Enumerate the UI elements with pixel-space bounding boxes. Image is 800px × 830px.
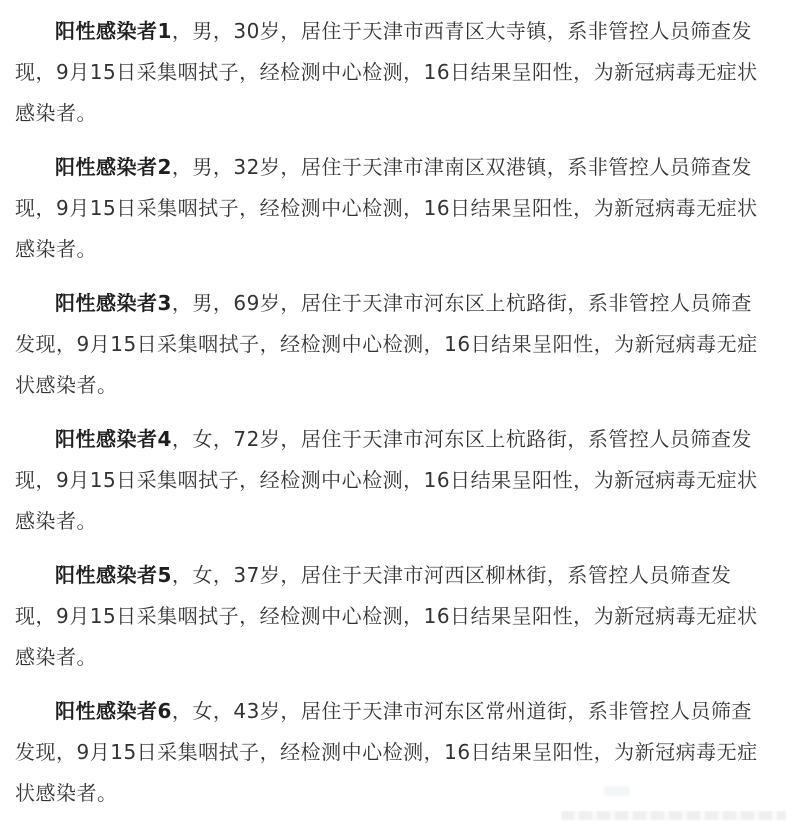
case-body-5: ，女，37岁，居住于天津市河西区柳林街，系管控人员筛查发现，9月15日采集咽拭子，经检测中心检测，16日结果呈阳性，为新冠病毒无症状感染者。: [15, 563, 758, 669]
case-label-5: 阳性感染者5: [55, 563, 172, 587]
case-label-3: 阳性感染者3: [55, 291, 172, 315]
case-body-1: ，男，30岁，居住于天津市西青区大寺镇，系非管控人员筛查发现，9月15日采集咽拭子，经检测中心检测，16日结果呈阳性，为新冠病毒无症状感染者。: [15, 19, 758, 125]
case-label-6: 阳性感染者6: [55, 699, 172, 723]
case-body-2: ，男，32岁，居住于天津市津南区双港镇，系非管控人员筛查发现，9月15日采集咽拭子，经检测中心检测，16日结果呈阳性，为新冠病毒无症状感染者。: [15, 155, 758, 261]
case-paragraph-6: [15, 691, 760, 814]
watermark-smudge: [604, 786, 630, 796]
case-paragraph-4: [15, 419, 760, 542]
case-label-4: 阳性感染者4: [55, 427, 172, 451]
case-body-6: ，女，43岁，居住于天津市河东区常州道街，系非管控人员筛查发现，9月15日采集咽拭子，经检测中心检测，16日结果呈阳性，为新冠病毒无症状感染者。: [15, 699, 758, 805]
case-body-3: ，男，69岁，居住于天津市河东区上杭路街，系非管控人员筛查发现，9月15日采集咽拭子，经检测中心检测，16日结果呈阳性，为新冠病毒无症状感染者。: [15, 291, 758, 397]
case-body-4: ，女，72岁，居住于天津市河东区上杭路街，系管控人员筛查发现，9月15日采集咽拭子，经检测中心检测，16日结果呈阳性，为新冠病毒无症状感染者。: [15, 427, 758, 533]
case-paragraph-5: [15, 555, 760, 678]
watermark: [561, 811, 786, 820]
case-paragraph-3: [15, 283, 760, 406]
case-paragraph-1: [15, 11, 760, 134]
case-label-2: 阳性感染者2: [55, 155, 172, 179]
case-label-1: 阳性感染者1: [55, 19, 172, 43]
case-paragraph-2: [15, 147, 760, 270]
